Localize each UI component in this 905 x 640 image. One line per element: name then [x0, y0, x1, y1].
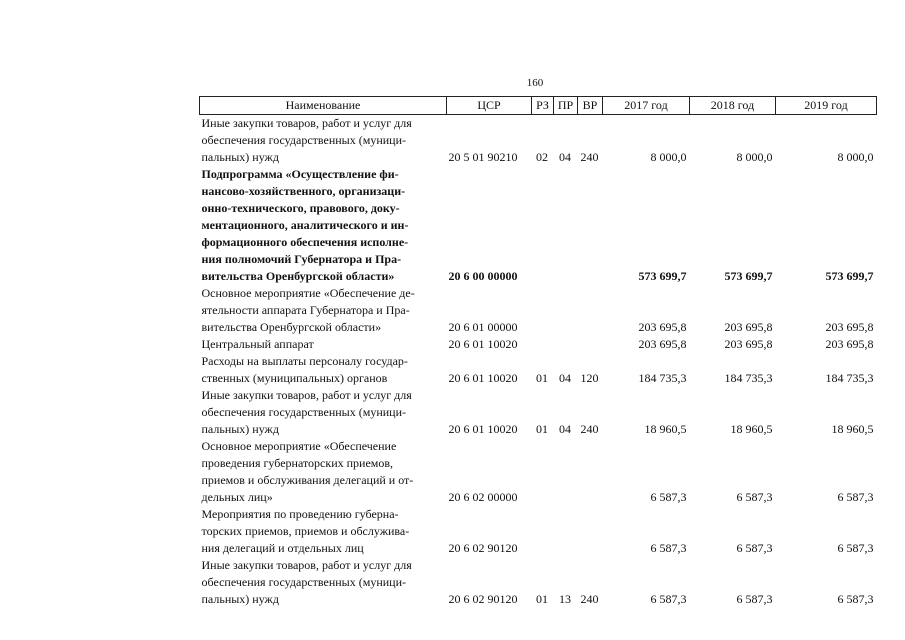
row-name-line: Расходы на выплаты персоналу государ- — [201, 354, 408, 368]
row-csr: 20 6 01 10020 — [448, 422, 518, 436]
row-name-line: Иные закупки товаров, работ и услуг для — [201, 116, 412, 130]
row-2018: 203 695,8 — [724, 320, 773, 334]
row-name-line: Центральный аппарат — [201, 337, 314, 351]
row-rz — [532, 285, 554, 336]
row-2018: 184 735,3 — [724, 371, 773, 385]
row-vr — [578, 506, 603, 557]
row-vr — [578, 336, 603, 353]
row-name — [200, 438, 447, 506]
header-name: Наименование — [200, 97, 447, 115]
row-rz — [532, 506, 554, 557]
row-vr: 240 — [580, 592, 599, 606]
row-name-line: вительства Оренбургской области» — [201, 320, 382, 334]
row-name-line: онно-технического, правового, доку- — [201, 201, 400, 215]
row-2019: 6 587,3 — [837, 592, 874, 606]
row-pr — [554, 166, 578, 285]
row-name-line: дельных лиц» — [201, 490, 273, 504]
row-rz: 02 — [536, 150, 548, 164]
row-2017: 6 587,3 — [650, 541, 687, 555]
row-csr: 20 6 00 00000 — [448, 269, 518, 283]
row-rz — [532, 438, 554, 506]
row-csr: 20 6 01 10020 — [448, 371, 518, 385]
row-2019: 573 699,7 — [825, 269, 874, 283]
row-2018: 18 960,5 — [730, 422, 773, 436]
row-pr — [554, 336, 578, 353]
header-pr: ПР — [554, 97, 578, 115]
row-pr: 04 — [559, 150, 571, 164]
row-rz — [532, 166, 554, 285]
table-row — [200, 438, 877, 506]
row-name — [200, 353, 447, 387]
row-name-line: Подпрограмма «Осуществление фи- — [201, 167, 399, 181]
row-name-line: приемов и обслуживания делегаций и от- — [201, 473, 414, 487]
row-pr: 13 — [559, 592, 571, 606]
table-row — [200, 387, 877, 438]
row-2018: 6 587,3 — [736, 541, 773, 555]
row-2017: 203 695,8 — [638, 320, 687, 334]
row-2018: 6 587,3 — [736, 592, 773, 606]
row-pr — [554, 506, 578, 557]
row-name-line: проведения губернаторских приемов, — [201, 456, 394, 470]
row-name-line: ния делегаций и отдельных лиц — [201, 541, 364, 555]
header-csr: ЦСР — [447, 97, 532, 115]
row-name-line: пальных) нужд — [201, 422, 279, 436]
row-2017: 18 960,5 — [644, 422, 687, 436]
row-2019: 203 695,8 — [825, 337, 874, 351]
row-2019: 8 000,0 — [837, 150, 874, 164]
table-row — [200, 506, 877, 557]
row-pr: 04 — [559, 371, 571, 385]
row-vr — [578, 285, 603, 336]
row-name-line: ментационного, аналитического и ин- — [201, 218, 409, 232]
row-name-line: вительства Оренбургской области» — [201, 269, 395, 283]
row-name — [200, 557, 447, 608]
row-2019: 18 960,5 — [831, 422, 874, 436]
row-2019: 203 695,8 — [825, 320, 874, 334]
row-rz: 01 — [536, 592, 548, 606]
row-name-line: обеспечения государственных (муници- — [201, 405, 407, 419]
table-row — [200, 557, 877, 608]
row-csr: 20 6 02 90120 — [448, 541, 518, 555]
row-2017: 184 735,3 — [638, 371, 687, 385]
row-csr: 20 6 02 00000 — [448, 490, 518, 504]
row-name-line: пальных) нужд — [201, 150, 279, 164]
row-vr: 240 — [580, 150, 599, 164]
row-name — [200, 285, 447, 336]
row-name-line: пальных) нужд — [201, 592, 279, 606]
budget-table — [199, 96, 877, 608]
row-csr: 20 5 01 90210 — [448, 150, 518, 164]
table-row — [200, 285, 877, 336]
row-name — [200, 166, 447, 285]
row-rz — [532, 336, 554, 353]
row-2017: 8 000,0 — [650, 150, 687, 164]
row-2018: 203 695,8 — [724, 337, 773, 351]
row-2017: 6 587,3 — [650, 490, 687, 504]
row-pr: 04 — [559, 422, 571, 436]
header-2019: 2019 год — [776, 97, 877, 115]
table-row — [200, 353, 877, 387]
row-name — [200, 506, 447, 557]
row-name-line: Основное мероприятие «Обеспечение — [201, 439, 397, 453]
row-pr — [554, 438, 578, 506]
row-name — [200, 336, 447, 353]
row-2019: 184 735,3 — [825, 371, 874, 385]
table-row — [200, 115, 877, 167]
row-name-line: обеспечения государственных (муници- — [201, 575, 407, 589]
row-pr — [554, 285, 578, 336]
row-2017: 573 699,7 — [638, 269, 687, 283]
row-2019: 6 587,3 — [837, 541, 874, 555]
row-2018: 573 699,7 — [724, 269, 773, 283]
header-2018: 2018 год — [690, 97, 776, 115]
row-2018: 8 000,0 — [736, 150, 773, 164]
row-name-line: ственных (муниципальных) органов — [201, 371, 388, 385]
page-number: 160 — [526, 77, 544, 89]
row-name-line: Иные закупки товаров, работ и услуг для — [201, 388, 412, 402]
header-2017: 2017 год — [603, 97, 690, 115]
row-name-line: торских приемов, приемов и обслужива- — [201, 524, 410, 538]
row-csr: 20 6 02 90120 — [448, 592, 518, 606]
row-2019: 6 587,3 — [837, 490, 874, 504]
row-name-line: нансово-хозяйственного, организаци- — [201, 184, 406, 198]
row-2017: 203 695,8 — [638, 337, 687, 351]
row-vr: 120 — [580, 371, 599, 385]
row-2017: 6 587,3 — [650, 592, 687, 606]
row-rz: 01 — [536, 422, 548, 436]
row-name-line: обеспечения государственных (муници- — [201, 133, 407, 147]
row-csr: 20 6 01 00000 — [448, 320, 518, 334]
row-name-line: ния полномочий Губернатора и Пра- — [201, 252, 402, 266]
row-rz: 01 — [536, 371, 548, 385]
table-row — [200, 336, 877, 353]
row-vr: 240 — [580, 422, 599, 436]
row-name-line: Мероприятия по проведению губерна- — [201, 507, 399, 521]
row-name — [200, 387, 447, 438]
row-csr: 20 6 01 10020 — [448, 337, 518, 351]
row-name-line: формационного обеспечения исполне- — [201, 235, 409, 249]
table-body — [200, 115, 877, 609]
row-name-line: Иные закупки товаров, работ и услуг для — [201, 558, 412, 572]
row-name-line: ятельности аппарата Губернатора и Пра- — [201, 303, 410, 317]
row-vr — [578, 166, 603, 285]
row-2018: 6 587,3 — [736, 490, 773, 504]
row-vr — [578, 438, 603, 506]
header-vr: ВР — [578, 97, 603, 115]
row-name-line: Основное мероприятие «Обеспечение де- — [201, 286, 415, 300]
table-row — [200, 166, 877, 285]
row-name — [200, 115, 447, 167]
header-row — [200, 97, 877, 115]
header-rz: РЗ — [532, 97, 554, 115]
